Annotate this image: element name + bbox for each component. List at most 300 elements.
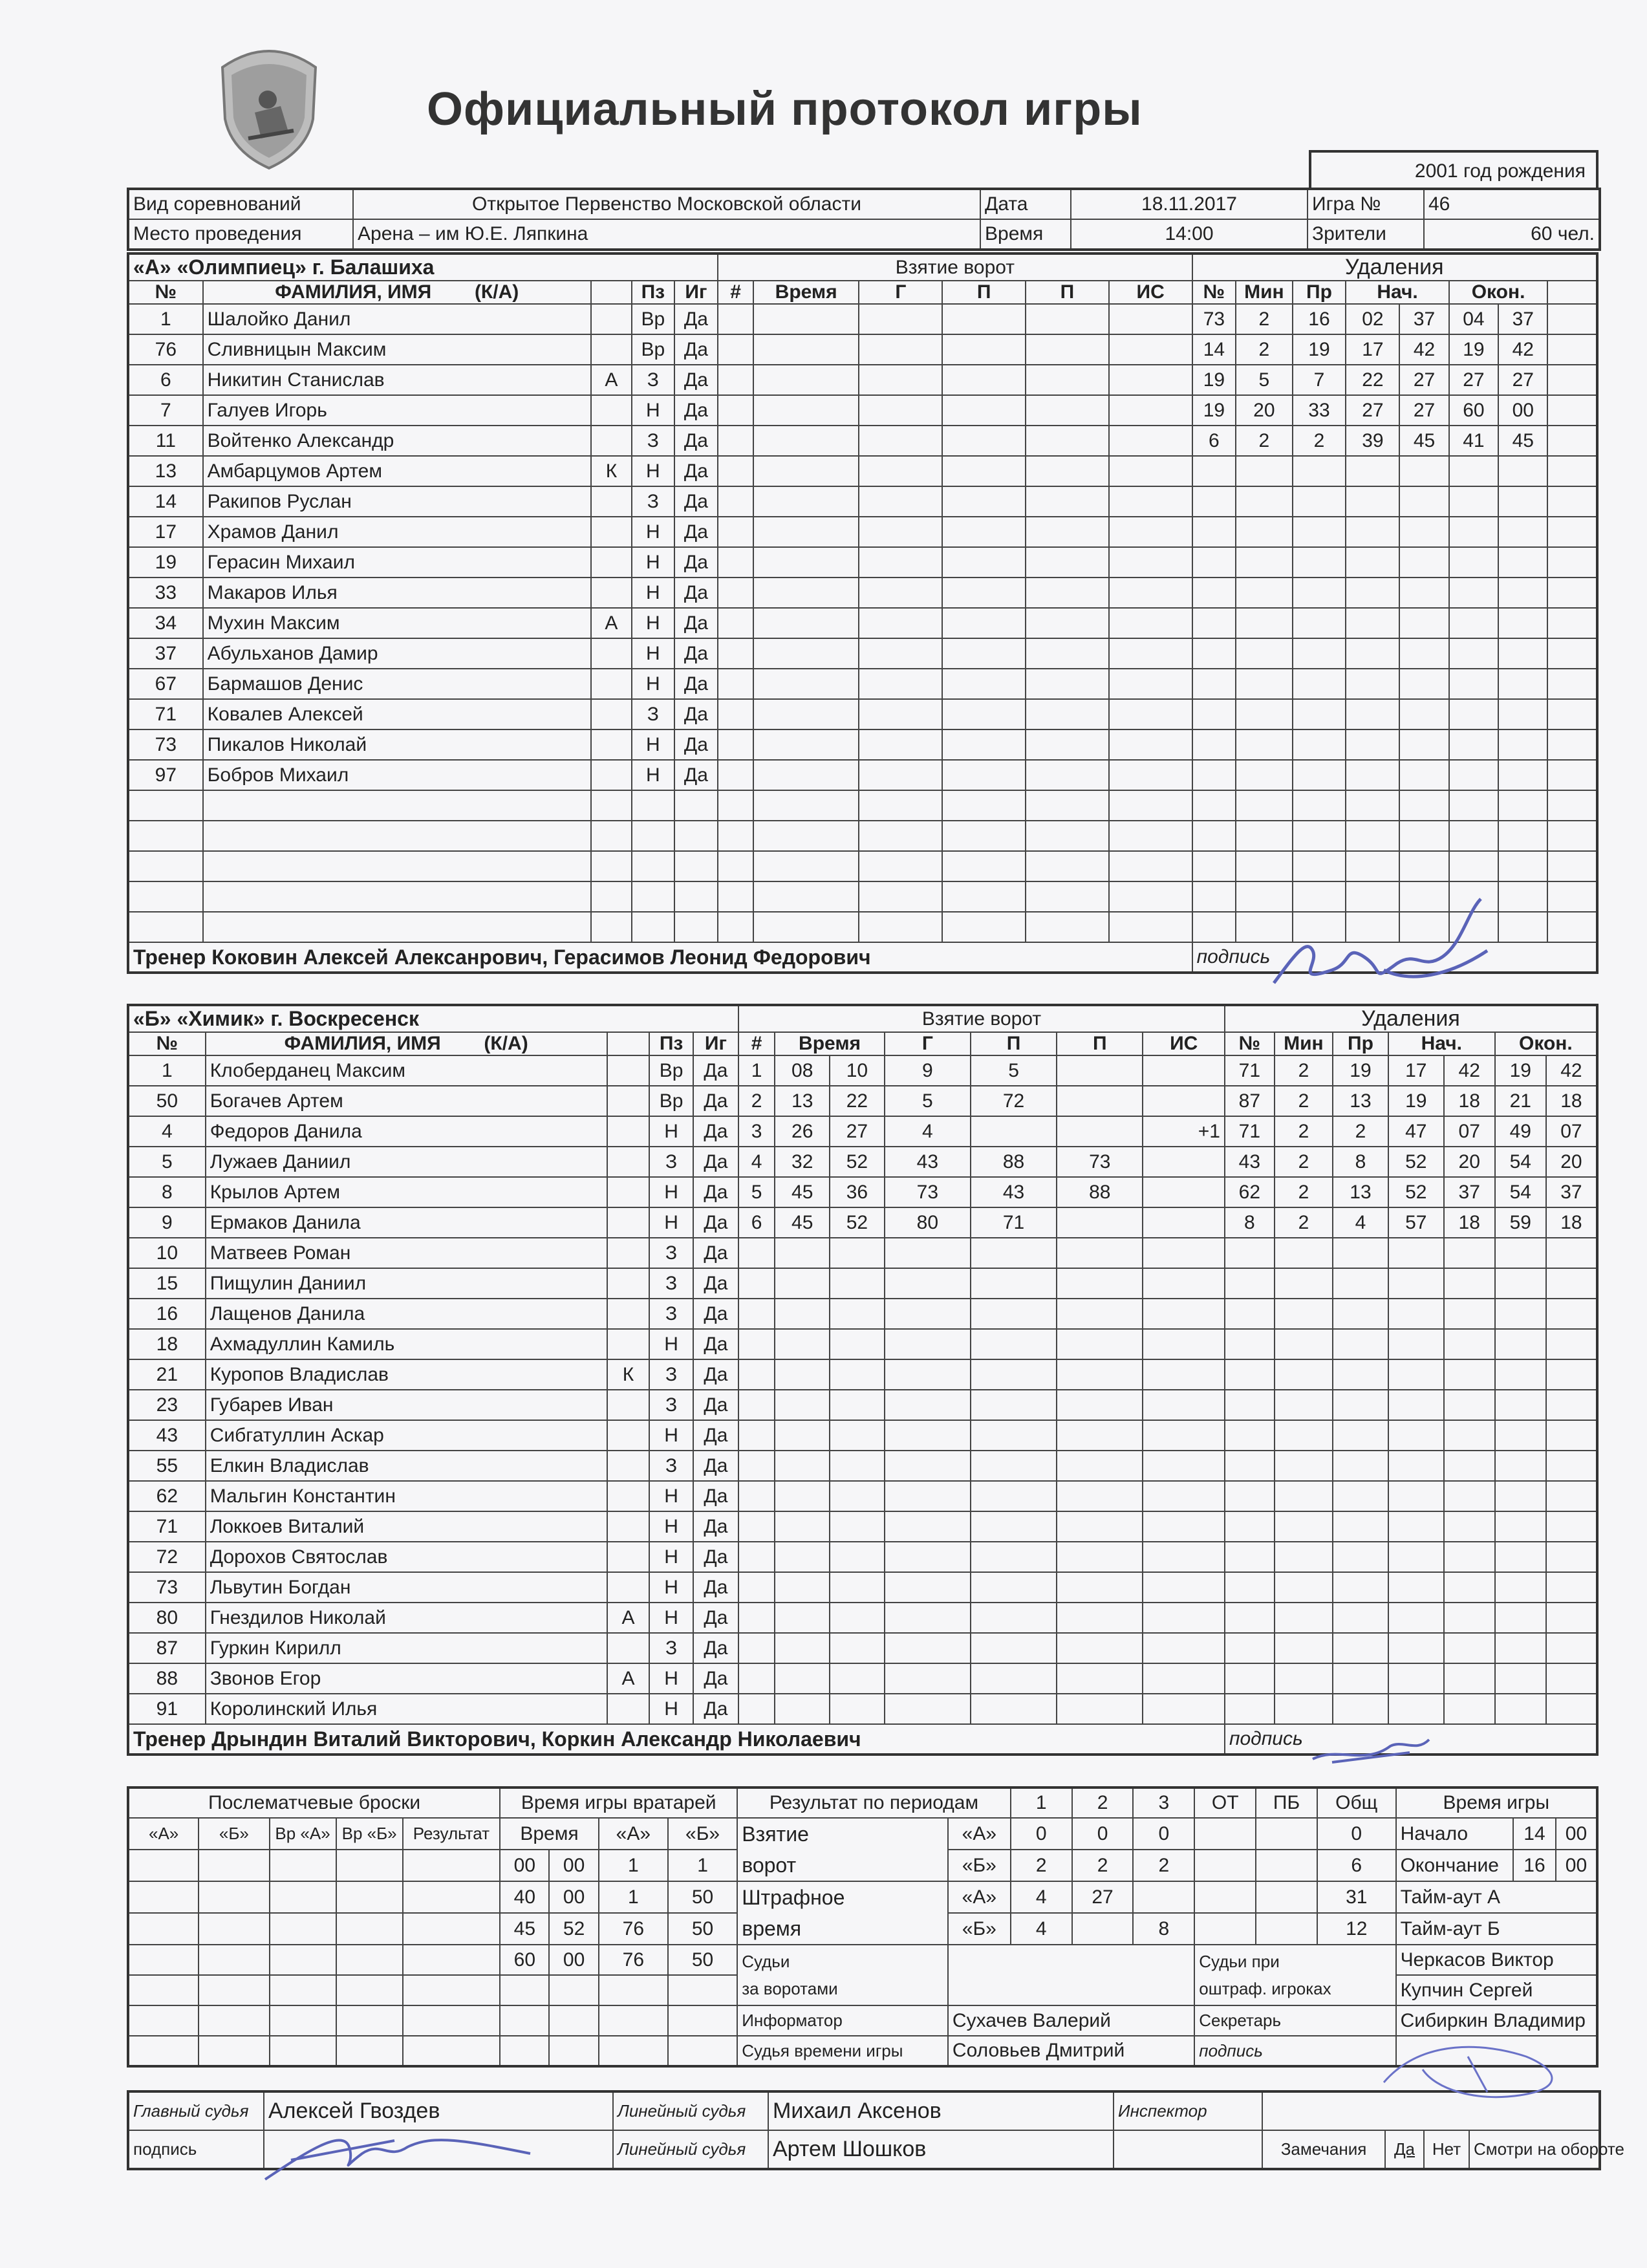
goal-p2	[1057, 1359, 1143, 1390]
player-pos: Н	[632, 760, 674, 790]
goal-time	[753, 334, 859, 365]
pen-pr	[1293, 578, 1346, 608]
player-num: 21	[128, 1359, 206, 1390]
pen-end-sec	[1498, 881, 1547, 912]
shootout-cell	[403, 1975, 501, 2005]
goal-p2	[1026, 760, 1109, 790]
shootout-col-result: Результат	[403, 1818, 501, 1850]
goal-time	[753, 395, 859, 426]
goal-num: 6	[738, 1207, 775, 1238]
col-pos: Пз	[632, 281, 674, 304]
goal-time	[753, 912, 859, 942]
secretary-label: Секретарь	[1194, 2005, 1395, 2036]
gk-col-time: Время	[500, 1818, 599, 1850]
pen-end-sec	[1498, 578, 1547, 608]
goal-p1	[942, 456, 1026, 486]
goal-p2	[1057, 1207, 1143, 1238]
venue-value: Арена – им Ю.Е. Ляпкина	[353, 219, 980, 250]
goal-sec: 10	[830, 1055, 885, 1086]
birth-year-label: 2001 год рождения	[1309, 150, 1599, 188]
player-ka	[591, 790, 632, 821]
pen-start-sec: 42	[1399, 334, 1448, 365]
pen-end-sec	[1546, 1359, 1597, 1390]
col-spacer	[591, 281, 632, 304]
period-col-1: 1	[1011, 1787, 1072, 1818]
player-row	[128, 912, 1597, 942]
player-row	[128, 1055, 1597, 1086]
remarks-spacer	[1114, 2130, 1262, 2169]
gk-cell	[549, 1975, 598, 2005]
pen-end-min	[1495, 1603, 1546, 1633]
pen-start-sec	[1444, 1663, 1495, 1694]
goal-g	[885, 1420, 971, 1451]
pen-min	[1236, 608, 1292, 638]
team-a-goals-header: Взятие ворот	[718, 254, 1192, 281]
pen-min	[1275, 1542, 1333, 1572]
pen-num	[1225, 1238, 1275, 1268]
pen-end-sec	[1498, 851, 1547, 881]
goal-num	[718, 426, 753, 456]
pen-min	[1275, 1238, 1333, 1268]
pen-start-sec	[1399, 547, 1448, 578]
gk-cell	[668, 2036, 737, 2066]
col-goal-g: Г	[885, 1032, 971, 1055]
gk-time-header: Время игры вратарей	[500, 1787, 737, 1818]
col-goal-g: Г	[859, 281, 942, 304]
player-played: Да	[693, 1177, 738, 1207]
pen-end-min	[1449, 547, 1498, 578]
penbox-line1: Судьи при	[1199, 1952, 1280, 1971]
player-name: Герасин Михаил	[203, 547, 591, 578]
pen-pr	[1293, 456, 1346, 486]
player-ka	[591, 912, 632, 942]
shootout-cell	[270, 1881, 336, 1913]
goal-g	[859, 881, 942, 912]
goal-min: 45	[775, 1207, 830, 1238]
col-spacer	[607, 1032, 649, 1055]
goal-p1	[942, 334, 1026, 365]
goal-g	[859, 334, 942, 365]
competition-label: Вид соревнований	[128, 189, 353, 219]
pen-pr: 7	[1293, 365, 1346, 395]
goal-g: 80	[885, 1207, 971, 1238]
goal-g: 4	[885, 1116, 971, 1147]
goal-p1	[942, 578, 1026, 608]
player-ka	[591, 517, 632, 547]
pen-start-min	[1346, 851, 1399, 881]
pen-start-min	[1346, 729, 1399, 760]
pen-b-p2	[1072, 1913, 1134, 1945]
goal-g	[885, 1572, 971, 1603]
goal-num	[718, 790, 753, 821]
player-num	[128, 912, 203, 942]
pen-pr	[1333, 1238, 1388, 1268]
player-pos: Н	[649, 1207, 693, 1238]
goal-time	[753, 578, 859, 608]
player-name: Королинский Илья	[206, 1694, 607, 1724]
player-name: Мухин Максим	[203, 608, 591, 638]
pen-end-min	[1449, 821, 1498, 851]
goal-num	[718, 578, 753, 608]
player-num: 62	[128, 1481, 206, 1511]
pen-pr	[1333, 1633, 1388, 1663]
goal-num	[718, 760, 753, 790]
pen-min	[1275, 1268, 1333, 1299]
goal-is	[1109, 486, 1192, 517]
goal-num	[718, 729, 753, 760]
pen-start-sec	[1444, 1359, 1495, 1390]
player-ka	[607, 1177, 649, 1207]
player-pos: Вр	[649, 1055, 693, 1086]
goal-p2	[1026, 608, 1109, 638]
player-pos: З	[632, 699, 674, 729]
col-ka-label: (К/А)	[474, 281, 519, 303]
referee-label: Главный судья	[128, 2091, 264, 2130]
goal-p1	[971, 1238, 1057, 1268]
goal-p2: 73	[1057, 1147, 1143, 1177]
pen-start-min	[1346, 760, 1399, 790]
pen-min: 2	[1236, 426, 1292, 456]
goal-num	[718, 486, 753, 517]
pen-start-min: 22	[1346, 365, 1399, 395]
goal-num	[718, 851, 753, 881]
player-name: Мальгин Константин	[206, 1481, 607, 1511]
goal-sec	[830, 1329, 885, 1359]
pen-end-min	[1449, 851, 1498, 881]
pen-pr: 8	[1333, 1147, 1388, 1177]
col-goal-p1: П	[971, 1032, 1057, 1055]
player-ka	[591, 486, 632, 517]
goal-p1	[942, 851, 1026, 881]
team-b-penalties-header: Удаления	[1225, 1005, 1597, 1032]
pen-start-sec	[1444, 1299, 1495, 1329]
player-pos: Вр	[632, 334, 674, 365]
player-row	[128, 1633, 1597, 1663]
goal-num	[738, 1329, 775, 1359]
goal-sec	[830, 1572, 885, 1603]
goal-is	[1143, 1633, 1225, 1663]
goal-p1	[942, 821, 1026, 851]
pen-end-min	[1495, 1572, 1546, 1603]
pen-end-min	[1495, 1420, 1546, 1451]
col-name-label: ФАМИЛИЯ, ИМЯ	[284, 1033, 441, 1054]
pen-end-sec	[1498, 790, 1547, 821]
player-pos: З	[632, 486, 674, 517]
goal-min	[775, 1633, 830, 1663]
col-pen-pr: Пр	[1333, 1032, 1388, 1055]
date-label: Дата	[980, 189, 1071, 219]
player-pos: Н	[649, 1694, 693, 1724]
goal-is	[1143, 1268, 1225, 1299]
pen-start-sec: 42	[1444, 1055, 1495, 1086]
goal-is	[1109, 304, 1192, 334]
player-ka	[591, 638, 632, 669]
player-row	[128, 486, 1597, 517]
timekeeper-value: Соловьев Дмитрий	[948, 2036, 1194, 2066]
goal-is	[1143, 1177, 1225, 1207]
pen-start-min	[1346, 912, 1399, 942]
goal-p2	[1026, 426, 1109, 456]
pen-num	[1225, 1268, 1275, 1299]
goal-p1: 43	[971, 1177, 1057, 1207]
goal-time	[753, 760, 859, 790]
goal-min	[775, 1359, 830, 1390]
goal-p1	[942, 638, 1026, 669]
pen-end-min	[1495, 1451, 1546, 1481]
gk-cell	[500, 2005, 549, 2036]
goal-sec	[830, 1238, 885, 1268]
player-num: 91	[128, 1694, 206, 1724]
pen-start-min: 19	[1388, 1086, 1444, 1116]
player-played: Да	[674, 334, 718, 365]
player-ka	[607, 1481, 649, 1511]
pen-end-sec: 00	[1498, 395, 1547, 426]
player-pos: Н	[632, 608, 674, 638]
player-played: Да	[693, 1481, 738, 1511]
player-played: Да	[674, 578, 718, 608]
pen-start-sec	[1399, 669, 1448, 699]
goal-is	[1143, 1299, 1225, 1329]
goal-num	[738, 1572, 775, 1603]
goals-a-p1: 0	[1011, 1818, 1072, 1850]
player-row	[128, 1603, 1597, 1633]
col-pen-min: Мин	[1236, 281, 1292, 304]
goal-num	[738, 1603, 775, 1633]
remarks-no: Нет	[1424, 2130, 1469, 2169]
pen-end-sec	[1546, 1238, 1597, 1268]
goal-g	[859, 365, 942, 395]
pen-pr	[1333, 1299, 1388, 1329]
pen-end-sec	[1498, 912, 1547, 942]
goal-num	[718, 517, 753, 547]
goals-row-label	[737, 1818, 948, 1881]
pen-pr: 33	[1293, 395, 1346, 426]
timekeeper-label: Судья времени игры	[737, 2036, 948, 2066]
player-row	[128, 1147, 1597, 1177]
player-name: Макаров Илья	[203, 578, 591, 608]
pen-min	[1275, 1694, 1333, 1724]
goal-num	[738, 1633, 775, 1663]
pen-start-min: 02	[1346, 304, 1399, 334]
goal-g	[885, 1329, 971, 1359]
shootout-cell	[336, 1850, 403, 1881]
col-goal-time: Время	[753, 281, 859, 304]
team-b-goals-header: Взятие ворот	[738, 1005, 1225, 1032]
pen-end-min	[1449, 486, 1498, 517]
player-row	[128, 334, 1597, 365]
player-row	[128, 608, 1597, 638]
goal-p2	[1057, 1663, 1143, 1694]
goal-min	[775, 1572, 830, 1603]
goal-sec	[830, 1451, 885, 1481]
pen-num	[1225, 1663, 1275, 1694]
goal-is	[1109, 669, 1192, 699]
pen-end-min	[1449, 456, 1498, 486]
pen-num	[1192, 669, 1236, 699]
pen-min	[1236, 912, 1292, 942]
shootout-header: Послематчевые броски	[128, 1787, 500, 1818]
shootout-cell	[336, 2005, 403, 2036]
shootout-cell	[336, 2036, 403, 2066]
timeout-b-label: Тайм-аут Б	[1396, 1913, 1597, 1945]
pen-min: 2	[1275, 1177, 1333, 1207]
pen-start-sec	[1399, 608, 1448, 638]
goal-p1	[942, 517, 1026, 547]
linesman-2-name: Артем Шошков	[768, 2130, 1114, 2169]
goal-is	[1109, 760, 1192, 790]
pen-min	[1275, 1451, 1333, 1481]
player-played: Да	[693, 1694, 738, 1724]
player-num: 9	[128, 1207, 206, 1238]
player-row	[128, 760, 1597, 790]
player-played: Да	[693, 1390, 738, 1420]
pen-start-min	[1346, 669, 1399, 699]
player-row	[128, 1572, 1597, 1603]
pen-start-sec	[1399, 760, 1448, 790]
pen-pr	[1293, 699, 1346, 729]
player-played: Да	[674, 517, 718, 547]
pen-num	[1192, 729, 1236, 760]
player-name: Лужаев Даниил	[206, 1147, 607, 1177]
pen-pr: 2	[1333, 1116, 1388, 1147]
pen-num: 8	[1225, 1207, 1275, 1238]
goal-is	[1143, 1086, 1225, 1116]
player-played: Да	[693, 1663, 738, 1694]
pen-end-sec	[1546, 1451, 1597, 1481]
col-played: Иг	[674, 281, 718, 304]
shootout-col-gk-a: Вр «А»	[270, 1818, 336, 1850]
player-name: Дорохов Святослав	[206, 1542, 607, 1572]
gk-cell	[668, 1975, 737, 2005]
goal-p2	[1026, 790, 1109, 821]
player-played: Да	[674, 638, 718, 669]
player-ka	[607, 1511, 649, 1542]
player-ka	[591, 547, 632, 578]
team-a-sign-label: подпись	[1192, 942, 1597, 973]
player-played: Да	[674, 456, 718, 486]
col-pen-end: Окон.	[1449, 281, 1548, 304]
summary-table	[127, 1786, 1599, 2068]
penbox-line2: оштраф. игроках	[1199, 1979, 1331, 1998]
goal-g	[859, 517, 942, 547]
goal-p2: 88	[1057, 1177, 1143, 1207]
goals-label-line2: ворот	[742, 1853, 797, 1877]
pen-end-min	[1449, 881, 1498, 912]
pen-start-sec: 20	[1444, 1147, 1495, 1177]
goal-sec: 52	[830, 1207, 885, 1238]
pen-start-sec	[1399, 486, 1448, 517]
pen-num	[1225, 1451, 1275, 1481]
pen-start-sec	[1444, 1238, 1495, 1268]
player-row	[128, 790, 1597, 821]
pen-start-min	[1388, 1603, 1444, 1633]
end-label: Окончание	[1396, 1850, 1513, 1881]
goal-num	[718, 608, 753, 638]
pen-start-min	[1346, 790, 1399, 821]
col-pos: Пз	[649, 1032, 693, 1055]
player-ka	[607, 1542, 649, 1572]
goal-p1: 88	[971, 1147, 1057, 1177]
goal-time	[753, 821, 859, 851]
goal-p2	[1057, 1603, 1143, 1633]
goal-time	[753, 608, 859, 638]
goal-is	[1143, 1359, 1225, 1390]
pen-num: 71	[1225, 1055, 1275, 1086]
player-row	[128, 456, 1597, 486]
goal-p1	[971, 1329, 1057, 1359]
col-pen-start: Нач.	[1388, 1032, 1495, 1055]
player-pos: Н	[632, 547, 674, 578]
pen-min	[1275, 1511, 1333, 1542]
pen-extra	[1547, 760, 1597, 790]
pen-extra	[1547, 304, 1597, 334]
player-played	[674, 912, 718, 942]
goal-sec	[830, 1694, 885, 1724]
pen-pr	[1293, 608, 1346, 638]
player-pos: З	[649, 1238, 693, 1268]
pen-end-sec	[1546, 1572, 1597, 1603]
shootout-cell	[199, 1850, 269, 1881]
player-played: Да	[674, 760, 718, 790]
pen-min	[1236, 456, 1292, 486]
pen-end-min	[1449, 699, 1498, 729]
player-pos: Н	[649, 1603, 693, 1633]
player-row	[128, 1177, 1597, 1207]
player-num: 4	[128, 1116, 206, 1147]
player-pos: Н	[649, 1572, 693, 1603]
pen-start-sec	[1399, 912, 1448, 942]
goal-time	[753, 638, 859, 669]
pen-pr	[1333, 1268, 1388, 1299]
gk-cell	[500, 1975, 549, 2005]
goal-sec	[830, 1511, 885, 1542]
pen-extra	[1547, 881, 1597, 912]
pen-end-min	[1495, 1329, 1546, 1359]
pen-a-total: 31	[1317, 1881, 1396, 1913]
player-played: Да	[674, 486, 718, 517]
pen-a-so	[1256, 1881, 1317, 1913]
player-name: Федоров Данила	[206, 1116, 607, 1147]
pen-end-sec: 27	[1498, 365, 1547, 395]
player-ka	[607, 1268, 649, 1299]
spectators-label: Зрители	[1308, 219, 1424, 250]
player-played: Да	[693, 1511, 738, 1542]
inspector-value	[1262, 2091, 1600, 2130]
gk-row4-min: 60	[500, 1945, 549, 1975]
pen-end-sec	[1498, 729, 1547, 760]
pen-min	[1275, 1329, 1333, 1359]
shootout-cell	[270, 2036, 336, 2066]
player-num: 71	[128, 699, 203, 729]
goal-min	[775, 1481, 830, 1511]
goal-num	[738, 1694, 775, 1724]
player-pos: Вр	[632, 304, 674, 334]
pen-end-min	[1495, 1633, 1546, 1663]
player-ka	[607, 1451, 649, 1481]
venue-label: Место проведения	[128, 219, 353, 250]
pen-min	[1275, 1572, 1333, 1603]
player-num	[128, 881, 203, 912]
player-row	[128, 729, 1597, 760]
pen-end-min	[1495, 1663, 1546, 1694]
pen-start-min	[1388, 1572, 1444, 1603]
col-goal-num: #	[718, 281, 753, 304]
player-played: Да	[674, 304, 718, 334]
goal-min	[775, 1238, 830, 1268]
date-value: 18.11.2017	[1071, 189, 1308, 219]
pen-pr	[1333, 1603, 1388, 1633]
player-num: 97	[128, 760, 203, 790]
